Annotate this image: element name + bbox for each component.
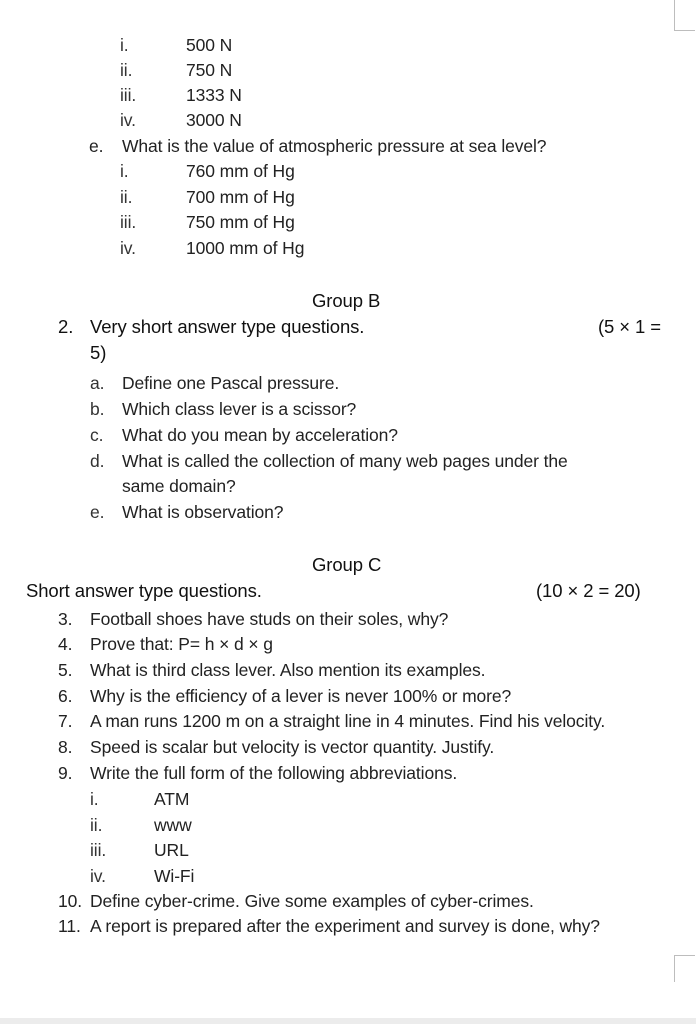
option-num: ii. (120, 187, 133, 207)
option-num: i. (120, 35, 129, 55)
question-number: 4. (58, 634, 73, 654)
option-num: iii. (120, 212, 137, 232)
question-text: Prove that: P= h × d × g (90, 634, 273, 654)
question-number: 3. (58, 609, 73, 629)
question-number: 2. (58, 316, 74, 337)
question-text: Football shoes have studs on their soles, why? (90, 609, 449, 629)
abbreviation-num: iv. (90, 866, 106, 886)
abbreviation-num: i. (90, 789, 99, 809)
abbreviation-text: Wi-Fi (154, 866, 195, 886)
item-text: What is called the collection of many web pages under the (122, 451, 568, 471)
question-number: 9. (58, 763, 73, 783)
item-label: b. (90, 399, 105, 419)
abbreviation-num: iii. (90, 840, 107, 860)
question-text: Speed is scalar but velocity is vector quantity. Justify. (90, 737, 495, 757)
page-corner-mark-bottom (674, 955, 695, 982)
option-text: 3000 N (186, 110, 242, 130)
question-label: e. (89, 136, 104, 156)
question-number: 8. (58, 737, 73, 757)
marks-allocation-continued: 5) (90, 342, 107, 363)
page-corner-mark-top (674, 0, 695, 31)
option-text: 750 N (186, 60, 233, 80)
option-text: 760 mm of Hg (186, 161, 295, 181)
question-text: Write the full form of the following abbreviations. (90, 763, 458, 783)
abbreviation-text: www (154, 815, 192, 835)
item-label: c. (90, 425, 104, 445)
item-text: Define one Pascal pressure. (122, 373, 340, 393)
option-text: 700 mm of Hg (186, 187, 295, 207)
question-text: What is the value of atmospheric pressure at sea level? (122, 136, 547, 156)
section-heading: Short answer type questions. (26, 580, 262, 601)
option-text: 1000 mm of Hg (186, 238, 305, 258)
question-number: 6. (58, 686, 73, 706)
section-heading: Very short answer type questions. (90, 316, 365, 337)
option-text: 750 mm of Hg (186, 212, 295, 232)
question-text: A report is prepared after the experiment and survey is done, why? (90, 916, 600, 936)
page-bottom-edge (0, 1018, 696, 1024)
option-num: iii. (120, 85, 137, 105)
item-text: What do you mean by acceleration? (122, 425, 398, 445)
marks-allocation: (10 × 2 = 20) (536, 580, 641, 601)
option-text: 1333 N (186, 85, 242, 105)
option-num: iv. (120, 110, 136, 130)
question-text: Define cyber-crime. Give some examples of cyber-crimes. (90, 891, 534, 911)
question-text: What is third class lever. Also mention its examples. (90, 660, 486, 680)
abbreviation-text: URL (154, 840, 189, 860)
option-num: ii. (120, 60, 133, 80)
item-text-continued: same domain? (122, 476, 236, 496)
option-num: iv. (120, 238, 136, 258)
abbreviation-text: ATM (154, 789, 190, 809)
option-text: 500 N (186, 35, 233, 55)
question-number: 5. (58, 660, 73, 680)
item-text: What is observation? (122, 502, 284, 522)
item-text: Which class lever is a scissor? (122, 399, 357, 419)
item-label: e. (90, 502, 105, 522)
option-num: i. (120, 161, 129, 181)
group-b-title: Group B (312, 290, 381, 311)
item-label: d. (90, 451, 105, 471)
question-text: Why is the efficiency of a lever is never 100% or more? (90, 686, 512, 706)
group-c-title: Group C (312, 554, 382, 575)
question-number: 11. (58, 916, 81, 936)
item-label: a. (90, 373, 105, 393)
marks-allocation: (5 × 1 = (598, 316, 661, 337)
question-number: 7. (58, 711, 73, 731)
question-number: 10. (58, 891, 83, 911)
abbreviation-num: ii. (90, 815, 103, 835)
question-text: A man runs 1200 m on a straight line in 4 minutes. Find his velocity. (90, 711, 606, 731)
